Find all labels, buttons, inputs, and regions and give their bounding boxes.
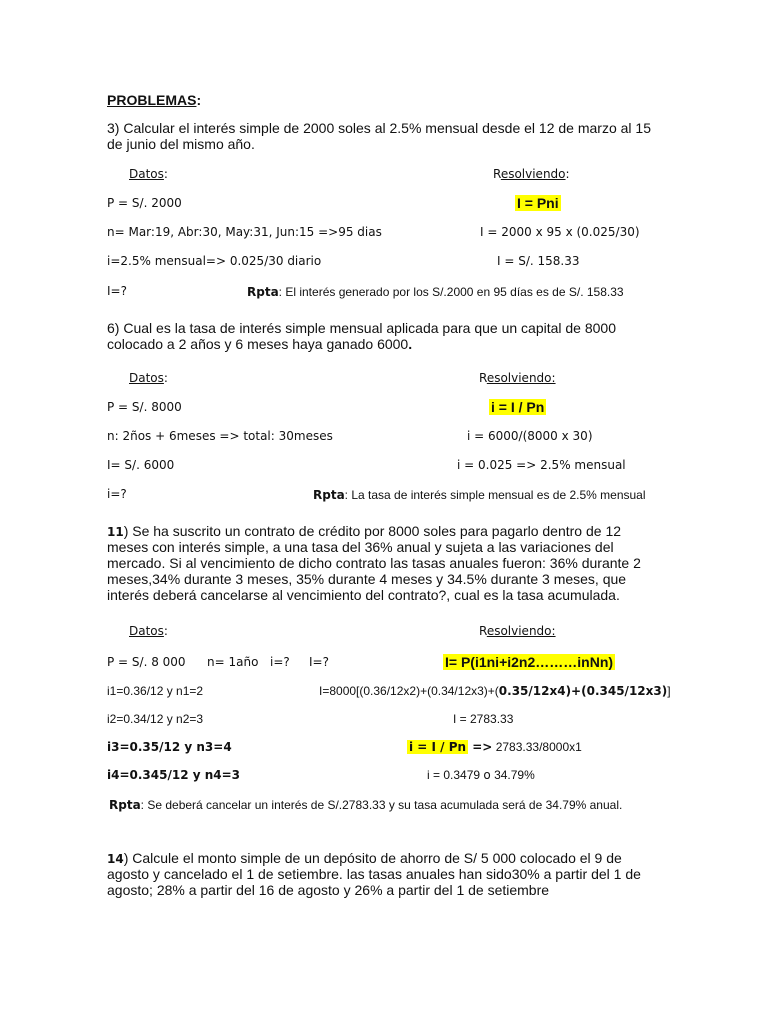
problem-11-number: 11 — [107, 525, 124, 539]
p11-rate-arrow: => — [468, 740, 493, 754]
p6-answer-text: : La tasa de interés simple mensual es de 2.5% mensual — [344, 488, 646, 502]
p3-time: n= Mar:19, Abr:30, May:31, Jun:15 =>95 dias — [107, 225, 382, 239]
p6-resolviendo-rest: esolviendo: — [486, 371, 556, 385]
p11-answer-text: : Se deberá cancelar un interés de S/.2783.33 y su tasa acumulada será de 34.79% anual. — [140, 798, 623, 812]
heading-text: PROBLEMAS — [107, 92, 197, 108]
problem-6-paren: ) — [114, 320, 120, 336]
p6-resolviendo-label — [479, 371, 556, 385]
p11-rate-result — [427, 768, 535, 782]
p6-answer-label: Rpta — [313, 488, 345, 502]
p11-resolviendo-label — [479, 624, 556, 638]
p6-formula — [489, 399, 546, 415]
p6-unknown: i=? — [107, 487, 127, 501]
p11-datos-colon: : — [163, 624, 168, 638]
p3-answer-label: Rpta — [247, 285, 279, 299]
problem-3-number: 3) — [107, 120, 120, 136]
p11-resolviendo-rest: esolviendo: — [486, 624, 556, 638]
p11-datos-label — [129, 624, 168, 638]
p6-resolviendo-initial: R — [479, 371, 487, 385]
p11-rate-unknown: i=? — [270, 655, 290, 669]
p3-datos-label — [129, 167, 168, 181]
p6-formula-text: i = I / Pn — [491, 399, 545, 415]
p3-resolviendo-colon: : — [565, 167, 570, 181]
p11-period-3: i3=0.35/12 y n3=4 — [107, 740, 232, 754]
p11-rate-result-a: i = 0.3479 — [427, 768, 484, 782]
problem-6-dot: . — [408, 336, 413, 352]
p11-period-4: i4=0.345/12 y n4=3 — [107, 768, 241, 782]
problem-6-statement — [107, 320, 667, 352]
p11-rate-result-o: o — [483, 768, 491, 782]
p11-calc-part-b: 0.35/12x4)+(0.345/12x3) — [498, 684, 668, 698]
p3-result: I = S/. 158.33 — [497, 254, 580, 268]
p6-datos-label — [129, 371, 168, 385]
p11-rate-result-b: 34.79% — [490, 768, 535, 782]
p11-period-1: i1=0.36/12 y n1=2 — [107, 684, 204, 698]
p11-calculation — [319, 684, 671, 698]
p11-answer-label: Rpta — [109, 798, 141, 812]
p11-formula — [443, 654, 615, 670]
p11-datos-text: Datos — [129, 624, 164, 638]
p11-principal: P = S/. 8 000 — [107, 655, 186, 669]
p3-answer-text: : El interés generado por los S/.2000 en 95 días es de S/. 158.33 — [278, 285, 624, 299]
p11-period-2: i2=0.34/12 y n2=3 — [107, 712, 204, 726]
problem-3-statement — [107, 120, 667, 152]
problem-3-text: Calcular el interés simple de 2000 soles al 2.5% mensual desde el 12 de marzo al 15 de junio del mismo año. — [107, 120, 651, 152]
p6-interest: I= S/. 6000 — [107, 458, 175, 472]
page-heading — [107, 92, 201, 108]
p11-answer — [109, 796, 622, 814]
p6-datos-text: Datos — [129, 371, 164, 385]
p11-rate-calc: 2783.33/8000x1 — [492, 740, 582, 754]
problem-14-statement — [107, 850, 647, 898]
problem-14-text: ) Calcule el monto simple de un depósito de ahorro de S/ 5 000 colocado el 9 de agosto y cancelado el 1 de setiembre. las tasas anuales han sido30% a partir del 1 de agosto; 28% a partir del 16 de agosto y 26% a partir del 1 de setiembre — [107, 850, 641, 898]
p11-rate-formula-text: i = I / Pn — [409, 740, 467, 754]
p3-answer — [247, 283, 624, 301]
problem-11-text: ) Se ha suscrito un contrato de crédito por 8000 soles para pagarlo dentro de 12 meses con interés simple, a una tasa del 36% anual y sujeta a las variaciones del mercado. Si al vencimiento de dicho contrato las tasas anuales fueron: 36% durante 2 meses,34% durante 3 meses, 35% durante 4 meses y 34.5% durante 3 meses, que interés deberá cancelarse al vencimiento del contrato?, cual es la tasa acumulada. — [107, 523, 641, 603]
p6-datos-colon: : — [163, 371, 168, 385]
p11-formula-text: I= P(i1ni+i2n2………inNn) — [445, 654, 614, 670]
p11-time: n= 1año — [207, 655, 259, 669]
p11-result: I = 2783.33 — [453, 712, 514, 726]
p11-resolviendo-initial: R — [479, 624, 487, 638]
p3-formula-text: I = Pni — [517, 195, 559, 211]
p11-rate-formula — [407, 738, 582, 756]
p6-result: i = 0.025 => 2.5% mensual — [457, 458, 626, 472]
p3-datos-text: Datos — [129, 167, 164, 181]
p11-calc-part-a: I=8000[(0.36/12x2)+(0.34/12x3)+( — [319, 684, 499, 698]
p3-unknown: I=? — [107, 284, 127, 298]
p3-rate: i=2.5% mensual=> 0.025/30 diario — [107, 254, 322, 268]
problem-11-statement — [107, 523, 663, 603]
p11-calc-part-c: ] — [667, 684, 671, 698]
p11-interest-unknown: I=? — [309, 655, 329, 669]
p6-calculation: i = 6000/(8000 x 30) — [467, 429, 593, 443]
problem-14-number: 14 — [107, 852, 124, 866]
p3-resolviendo-initial: R — [493, 167, 501, 181]
p3-resolviendo-label — [493, 167, 570, 181]
p3-formula — [515, 195, 561, 211]
p6-time: n: 2ños + 6meses => total: 30meses — [107, 429, 333, 443]
p3-datos-colon: : — [163, 167, 168, 181]
p6-answer — [313, 486, 646, 504]
problem-6-text: Cual es la tasa de interés simple mensual aplicada para que un capital de 8000 colocado a 2 años y 6 meses haya ganado 6000 — [107, 320, 617, 352]
p6-principal: P = S/. 8000 — [107, 400, 182, 414]
p3-calculation: I = 2000 x 95 x (0.025/30) — [480, 225, 640, 239]
p3-resolviendo-rest: esolviendo — [500, 167, 566, 181]
heading-colon: : — [196, 92, 202, 108]
problem-6-number: 6 — [107, 320, 115, 336]
p3-principal: P = S/. 2000 — [107, 196, 182, 210]
